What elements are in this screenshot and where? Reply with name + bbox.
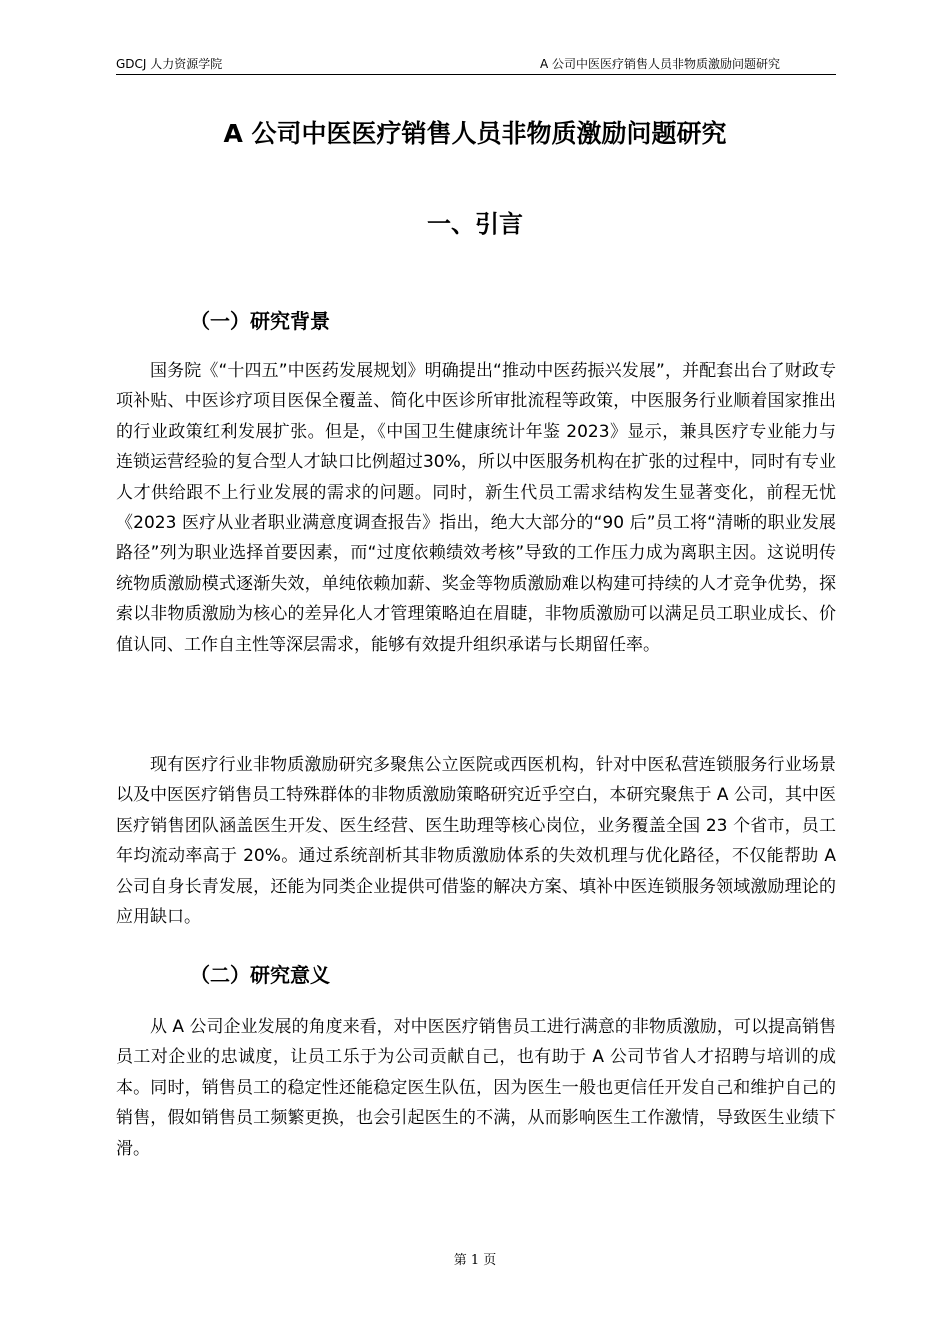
paragraph-background-1: 国务院《“十四五”中医药发展规划》明确提出“推动中医药振兴发展”，并配套出台了财政专项补贴、中医诊疗项目医保全覆盖、简化中医诊所审批流程等政策，中医服务行业顺着国家推出的行业政策红利发展扩张。但是，《中国卫生健康统计年鉴 2023》显示，兼具医疗专业能力与连锁运营经验的复合型人才缺口比例超过30%，所以中医服务机构在扩张的过程中，同时有专业人才供给跟不上行业发展的需求的问题。同时，新生代员工需求结构发生显著变化，前程无忧《2023 医疗从业者职业满意度调查报告》指出，绝大大部分的“90 后”员工将“清晰的职业发展路径”列为职业选择首要因素，而“过度依赖绩效考核”导致的工作压力成为离职主因。这说明传统物质激励模式逐渐失效，单纯依赖加薪、奖金等物质激励难以构建可持续的人才竞争优势，探索以非物质激励为核心的差异化人才管理策略迫在眉睫，非物质激励可以满足员工职业成长、价值认同、工作自主性等深层需求，能够有效提升组织承诺与长期留任率。 bbox=[116, 361, 836, 655]
document-title: A 公司中医医疗销售人员非物质激励问题研究 bbox=[223, 119, 727, 148]
paragraph-significance-1: 从 A 公司企业发展的角度来看，对中医医疗销售员工进行满意的非物质激励，可以提高销售员工对企业的忠诚度，让员工乐于为公司贡献自己，也有助于 A 公司节省人才招聘与培训的成本。同时，销售员工的稳定性还能稳定医生队伍，因为医生一般也更信任开发自己和维护自己的销售，假如销售员工频繁更换，也会引起医生的不满，从而影响医生工作激情，导致医生业绩下滑。 bbox=[116, 1017, 836, 1159]
paragraph-background-2: 现有医疗行业非物质激励研究多聚焦公立医院或西医机构，针对中医私营连锁服务行业场景以及中医医疗销售员工特殊群体的非物质激励策略研究近乎空白，本研究聚焦于 A 公司，其中医医疗销售团队涵盖医生开发、医生经营、医生助理等核心岗位，业务覆盖全国 23 个省市，员工年均流动率高于 20%。通过系统剖析其非物质激励体系的失效机理与优化路径，不仅能帮助 A 公司自身长青发展，还能为同类企业提供可借鉴的解决方案、填补中医连锁服务领域激励理论的应用缺口。 bbox=[116, 755, 836, 928]
header-institution: GDCJ 人力资源学院 bbox=[116, 57, 223, 71]
section-heading-significance: （二）研究意义 bbox=[190, 963, 330, 987]
section-heading-background: （一）研究背景 bbox=[190, 309, 330, 333]
chapter-heading: 一、引言 bbox=[427, 210, 523, 238]
header-paper-title: A 公司中医医疗销售人员非物质激励问题研究 bbox=[539, 57, 780, 71]
page-header bbox=[116, 56, 836, 75]
page-number: 第 1 页 bbox=[453, 1253, 497, 1268]
